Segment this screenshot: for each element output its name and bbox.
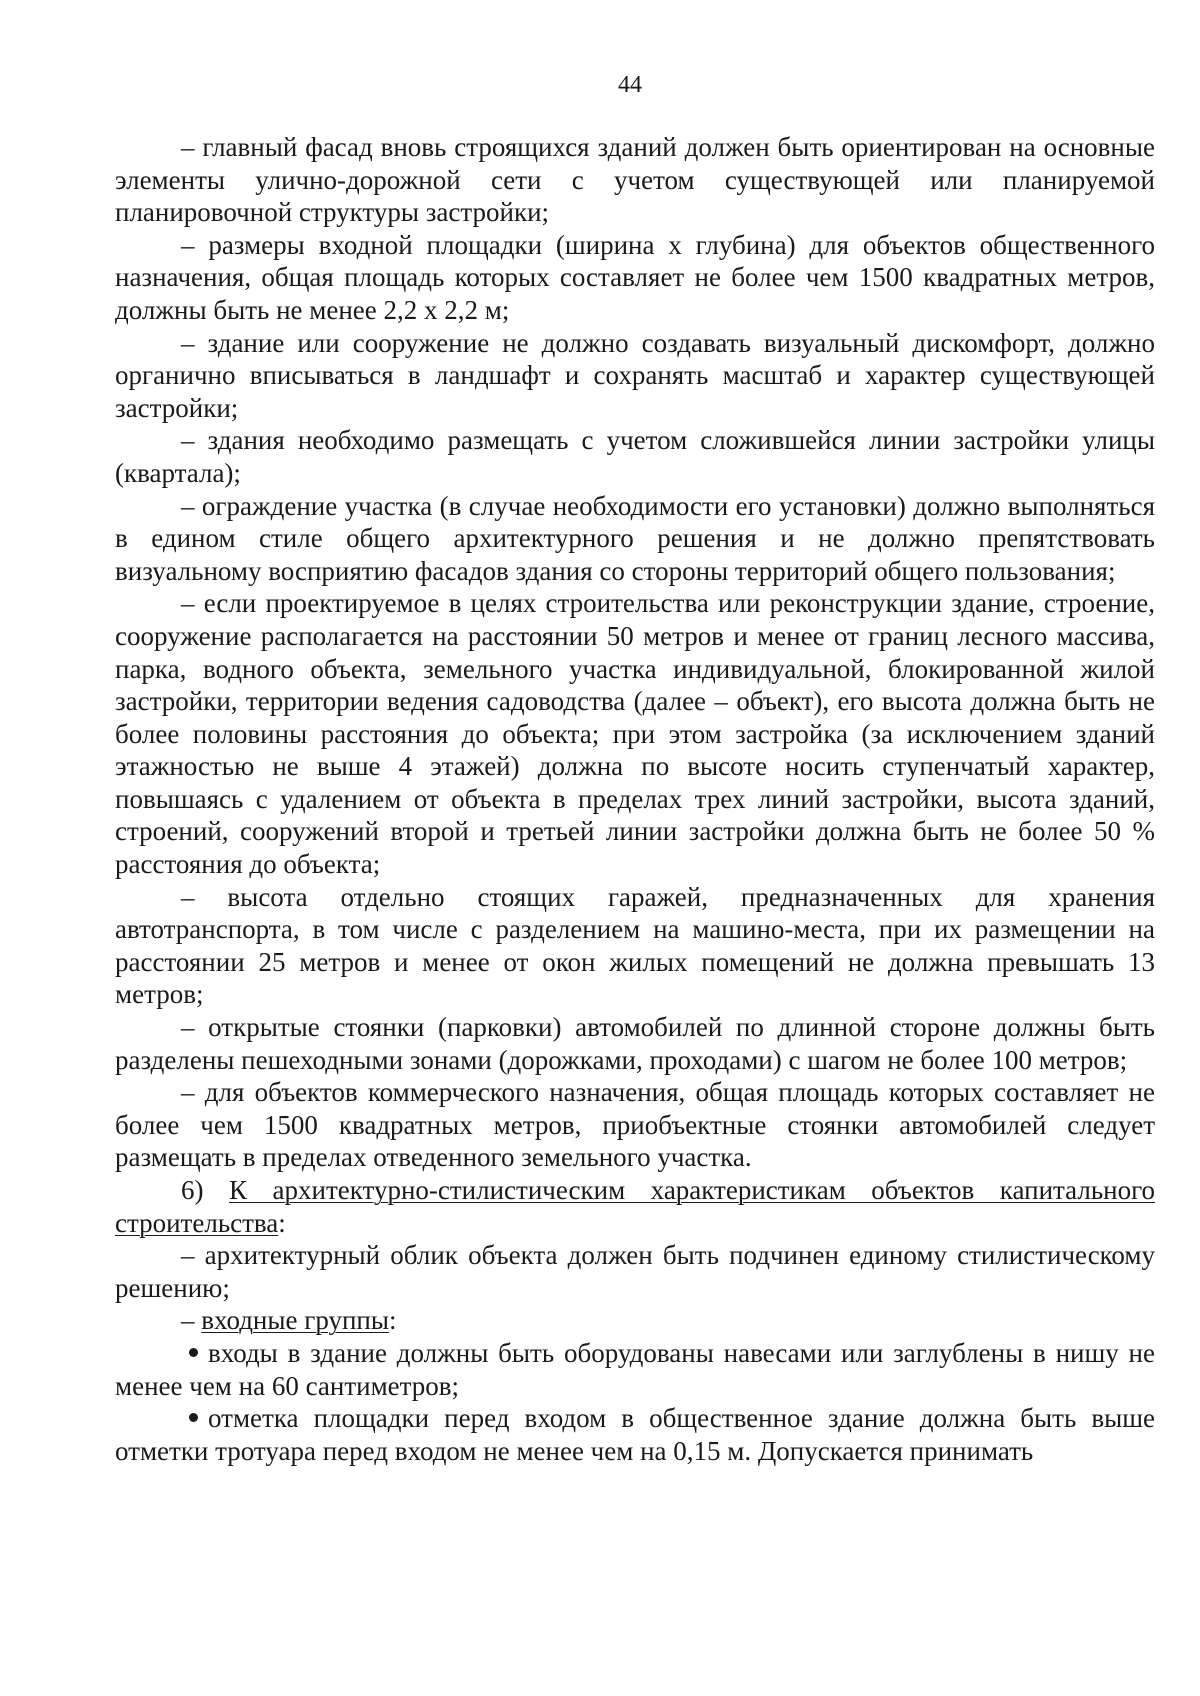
paragraph-entrance-platform: – размеры входной площадки (ширина х глубина) для объектов общественного назначения, общая площадь которых составляет не более чем 1500 квадратных метров, должны быть не менее 2,2 х 2,2 м; — [115, 229, 1155, 325]
section-6-title: К архитектурно-стилистическим характеристикам объектов капитального строительства — [115, 1175, 1156, 1238]
section-6-number: 6) — [181, 1175, 230, 1205]
bullet-item — [115, 1402, 1155, 1467]
paragraph-visual-comfort: – здание или сооружение не должно создавать визуальный дискомфорт, должно органично вписываться в ландшафт и сохранять масштаб и характер существующей застройки; — [115, 327, 1155, 423]
paragraph-garages: – высота отдельно стоящих гаражей, предназначенных для хранения автотранспорта, в том числе с разделением на машино-места, при их размещении на расстоянии 25 метров и менее от окон жилых помещений не должна превышать 13 метров; — [115, 881, 1155, 1010]
bullet-icon — [189, 1413, 198, 1422]
paragraph-commercial-parking: – для объектов коммерческого назначения, общая площадь которых составляет не более чем 1500 квадратных метров, приобъектные стоянки автомобилей следует размещать в пределах отведенного земельного участка. — [115, 1077, 1155, 1173]
paragraph-parking: – открытые стоянки (парковки) автомобилей по длинной стороне должны быть разделены пешеходными зонами (дорожками, проходами) с шагом не более 100 метров; — [115, 1012, 1155, 1075]
document-body — [115, 131, 1155, 1467]
paragraph-architectural-style: – архитектурный облик объекта должен быть подчинен единому стилистическому решению; — [115, 1240, 1155, 1303]
entrance-groups-title: входные группы — [201, 1305, 390, 1336]
paragraph-height-limits: – если проектируемое в целях строительства или реконструкции здание, строение, сооружение располагается на расстоянии 50 метров и менее от границ лесного массива, парка, водного объекта, земельного участка индивидуальной, блокированной жилой застройки, территории ведения садоводства (далее – объект), его высота должна быть не более половины расстояния до объекта; при этом застройка (за исключением зданий этажностью не выше 4 этажей) должна по высоте носить ступенчатый характер, повышаясь с удалением от объекта в пределах трех линий застройки, высота зданий, строений, сооружений второй и третьей линии застройки должна быть не более 50 % расстояния до объекта; — [115, 588, 1155, 880]
page-number: 44 — [618, 72, 642, 98]
paragraph-building-line: – здания необходимо размещать с учетом сложившейся линии застройки улицы (квартала); — [115, 425, 1155, 488]
section-6-heading — [115, 1174, 1155, 1239]
paragraph-fence: – ограждение участка (в случае необходимости его установки) должно выполняться в едином стиле общего архитектурного решения и не должно препятствовать визуальному восприятию фасадов здания со стороны территорий общего пользования; — [115, 490, 1155, 586]
entrance-groups-colon: : — [389, 1305, 397, 1336]
section-6-colon: : — [278, 1207, 286, 1238]
entrance-groups-heading — [115, 1304, 1155, 1337]
entrance-groups-dash: – — [181, 1305, 202, 1336]
bullet-icon — [189, 1348, 198, 1357]
paragraph-facade: – главный фасад вновь строящихся зданий должен быть ориентирован на основные элементы улично-дорожной сети с учетом существующей или планируемой планировочной структуры застройки; — [115, 132, 1155, 228]
bullet-text: отметка площадки перед входом в общественное здание должна быть выше отметки тротуара перед входом не менее чем на 0,15 м. Допускается принимать — [115, 1403, 1155, 1466]
bullet-text: входы в здание должны быть оборудованы навесами или заглублены в нишу не менее чем на 60 сантиметров; — [115, 1337, 1155, 1401]
bullet-item — [115, 1337, 1155, 1402]
